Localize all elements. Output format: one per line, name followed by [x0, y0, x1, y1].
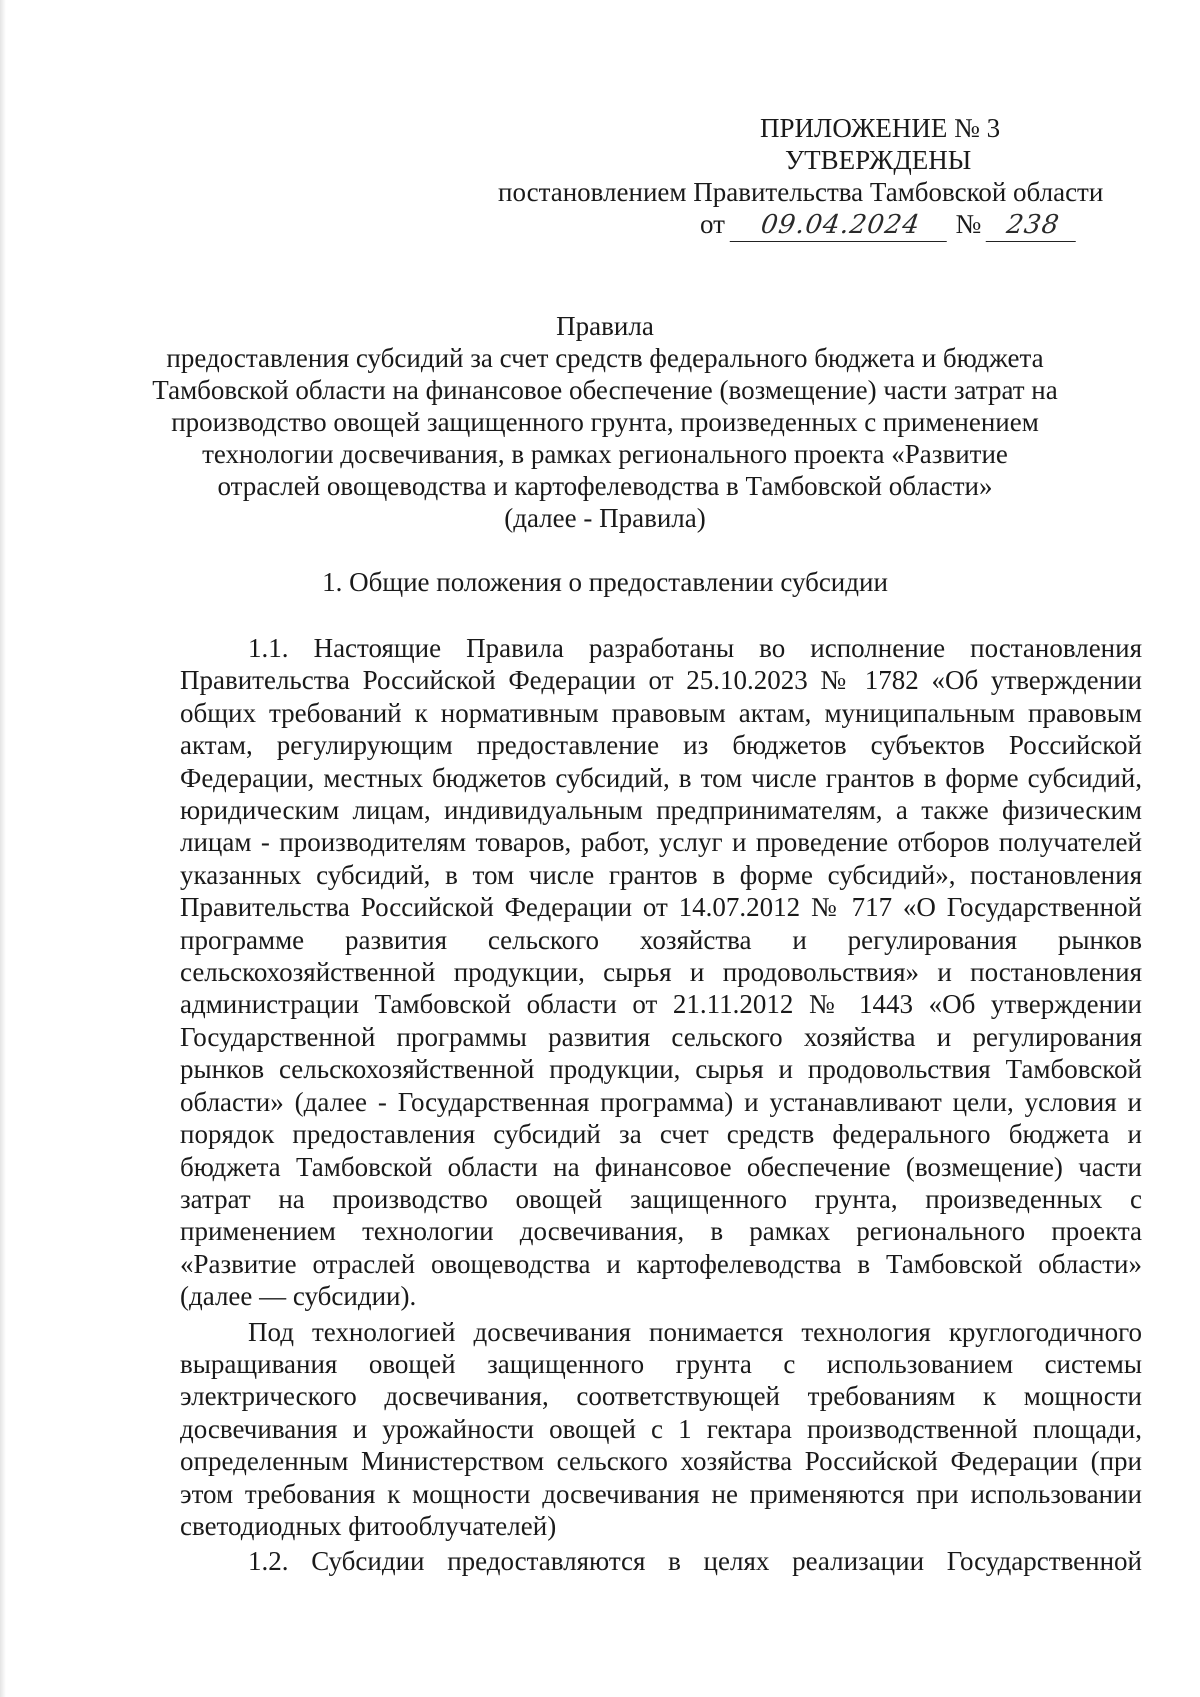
appendix-label: ПРИЛОЖЕНИЕ № 3	[760, 113, 1001, 143]
title-line: отраслей овощеводства и картофелеводства в Тамбовской области»	[217, 471, 993, 501]
date-prefix: от	[700, 209, 725, 239]
handwritten-date: 09.04.2024	[729, 209, 951, 242]
section-heading: 1. Общие положения о предоставлении субсидии	[322, 567, 888, 597]
document-title	[100, 310, 1110, 534]
document-body	[180, 632, 1142, 1578]
paragraph-1-2: 1.2. Субсидии предоставляются в целях реализации Государственной	[248, 1546, 1142, 1577]
handwritten-number: 238	[986, 209, 1081, 242]
scan-edge	[0, 0, 6, 1697]
title-line: технологии досвечивания, в рамках регионального проекта «Развитие	[202, 439, 1008, 469]
title-heading: Правила	[556, 311, 654, 341]
paragraph-1-1: 1.1. Настоящие Правила разработаны во исполнение постановления Правительства Российской Федерации от 25.10.2023 № 1782 «Об утверждении общих требований к нормативным правовым актам, муниципальным правовым актам, регулирующим предоставление из бюджетов субъектов Российской Федерации, местных бюджетов субсидий, в том числе грантов в форме субсидий, юридическим лицам, индивидуальным предпринимателям, а также физическим лицам - производителям товаров, работ, услуг и проведение отборов получателей указанных субсидий, в том числе грантов в форме субсидий», постановления Правительства Российской Федерации от 14.07.2012 № 717 «О Государственной программе развития сельского хозяйства и регулирования рынков сельскохозяйственной продукции, сырья и продовольствия» и постановления администрации Тамбовской области от 21.11.2012 № 1443 «Об утверждении Государственной программы развития сельского хозяйства и регулирования рынков сельскохозяйственной продукции, сырья и продовольствия Тамбовской области» (далее - Государственная программа) и устанавливают цели, условия и порядок предоставления субсидий за счет средств федерального бюджета и бюджета Тамбовской области на финансовое обеспечение (возмещение) части затрат на производство овощей защищенного грунта, произведенных с применением технологии досвечивания, в рамках регионального проекта «Развитие отраслей овощеводства и картофелеводства в Тамбовской области» (далее — субсидии).	[180, 633, 1142, 1312]
title-line: производство овощей защищенного грунта, произведенных с применением	[171, 407, 1039, 437]
title-line: (далее - Правила)	[504, 503, 706, 533]
approval-date-line	[490, 208, 1140, 242]
title-line: Тамбовской области на финансовое обеспечение (возмещение) части затрат на	[152, 375, 1058, 405]
approved-label: УТВЕРЖДЕНЫ	[785, 145, 972, 175]
approval-block	[490, 112, 1140, 242]
number-prefix: №	[955, 209, 982, 239]
title-line: предоставления субсидий за счет средств федерального бюджета и бюджета	[166, 343, 1044, 373]
paragraph-definition: Под технологией досвечивания понимается технология круглогодичного выращивания овощей защищенного грунта с использованием системы электрического досвечивания, соответствующей требованиям к мощности досвечивания и урожайности овощей с 1 гектара производственной площади, определенным Министерством сельского хозяйства Российской Федерации (при этом требования к мощности досвечивания не применяются при использовании светодиодных фитооблучателей)	[180, 1316, 1142, 1541]
approved-by: постановлением Правительства Тамбовской области	[498, 177, 1104, 207]
